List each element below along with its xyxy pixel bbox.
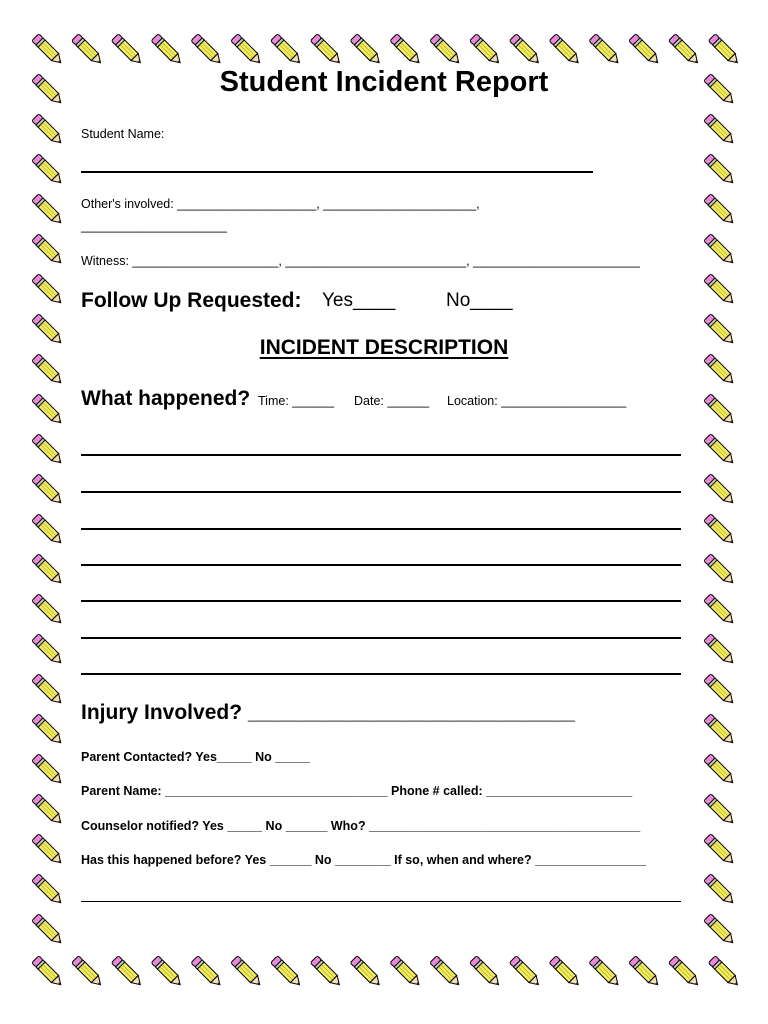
witness-field[interactable]: Witness: _____________________, __________________________, ________________________ — [81, 254, 640, 268]
what-happened-label: What happened? — [81, 387, 251, 410]
follow-up-label: Follow Up Requested: — [81, 289, 302, 312]
counselor-notified-field[interactable]: Counselor notified? Yes _____ No ______ Who? _______________________________________ — [81, 819, 641, 833]
others-involved-continued-field[interactable]: _____________________ — [81, 219, 227, 233]
description-line[interactable] — [81, 600, 681, 602]
student-name-field[interactable] — [81, 171, 593, 173]
date-field[interactable]: Date: ______ — [354, 394, 430, 408]
follow-up-no-field[interactable]: No____ — [446, 290, 513, 311]
happened-before-field[interactable]: Has this happened before? Yes ______ No ________ If so, when and where? ________________ — [81, 853, 647, 867]
description-line[interactable] — [81, 528, 681, 530]
description-line[interactable] — [81, 564, 681, 566]
student-name-label: Student Name: — [81, 127, 165, 141]
time-field[interactable]: Time: ______ — [258, 394, 334, 408]
description-line[interactable] — [81, 454, 681, 456]
location-field[interactable]: Location: __________________ — [447, 394, 627, 408]
page-title: Student Incident Report — [219, 66, 549, 98]
final-line-field[interactable] — [81, 901, 681, 902]
description-line[interactable] — [81, 637, 681, 639]
description-line[interactable] — [81, 491, 681, 493]
section-heading: INCIDENT DESCRIPTION — [259, 336, 509, 359]
parent-contacted-field[interactable]: Parent Contacted? Yes_____ No _____ — [81, 750, 311, 764]
injury-involved-field[interactable]: Injury Involved? ____________________________ — [81, 701, 575, 724]
description-line[interactable] — [81, 673, 681, 675]
parent-name-field[interactable]: Parent Name: ________________________________ Phone # called: _____________________ — [81, 784, 633, 798]
follow-up-yes-field[interactable]: Yes____ — [322, 290, 396, 311]
others-involved-field[interactable]: Other's involved: ____________________, ______________________, — [81, 197, 480, 211]
